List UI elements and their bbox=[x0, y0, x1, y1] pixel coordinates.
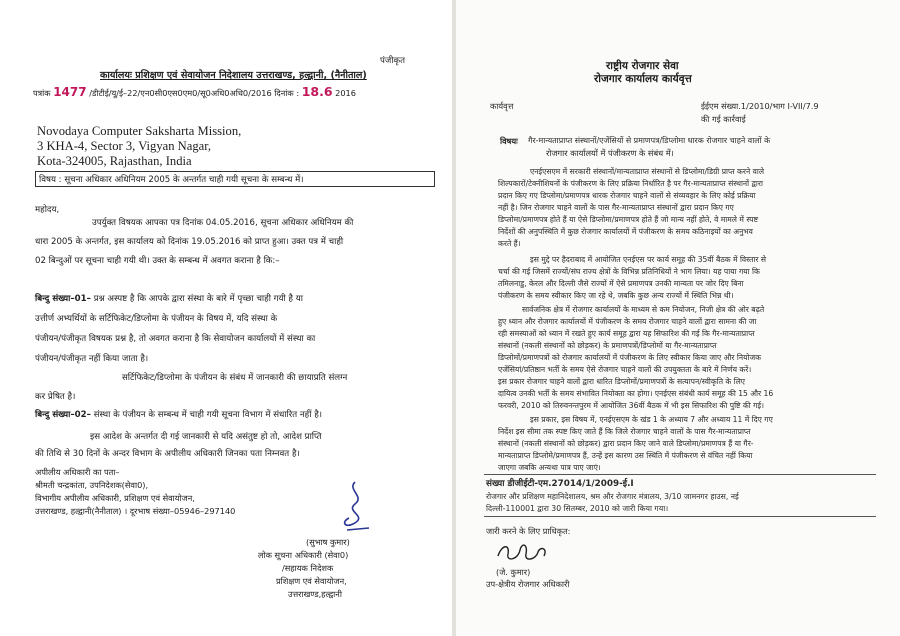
action-taken-label: की गई कार्रवाई bbox=[701, 114, 746, 124]
para1-line-2: शिल्पकारों/टेक्नीशियनों के पंजीकरण के लिए प्रक्रिया निर्धारित है पर गैर-मान्यताप्राप्त संस्थानों द्वारा bbox=[498, 179, 763, 188]
ref-number-handwritten: 1477 bbox=[53, 85, 87, 99]
signature-subhash-kumar bbox=[325, 478, 385, 538]
para3-line-7: इस प्रकार रोजगार चाहने वालों द्वारा धारित डिप्लोमों/प्रमाणपत्रों के सत्यापन/स्वीकृति के लिए bbox=[498, 377, 745, 386]
point1-line-4: पंजीयन/पंजीकृत नहीं किया जाता है। bbox=[35, 354, 149, 364]
point1-text-1: प्रश्न अस्पष्ट है कि आपके द्वारा संस्था के बारे में पृच्छा चाही गयी है या bbox=[93, 294, 303, 304]
para2-line-2: चर्चा की गई जिसमें राज्यों/संघ राज्य क्षेत्रों के विभिन्न प्रतिनिधियों ने भाग लिया। यह पाया गया कि bbox=[498, 267, 760, 276]
para1-line-5: डिप्लोमा/प्रमाणपत्र होते हैं या ऐसे डिप्लोमा/प्रमाणपत्र होते हैं जो मान्य नहीं होते, वे मामले में स्पष्ट bbox=[498, 215, 759, 224]
address-line-3: Kota-324005, Rajasthan, India bbox=[37, 154, 192, 168]
para3-line-8: दायित्व उनकी भर्ती के समय संभावित नियोक्ता का होगा। एनईएस संबंधी कार्य समूह की 15 और 16 bbox=[498, 389, 774, 398]
ref-body: /डीटीई/यू/ई–22/एन0सी0एस0एम0/सू0अधि0अधि0/2016 दिनांक : bbox=[89, 88, 300, 98]
para4-line-3: संस्थानों (नकली संस्थानों को छोड़कर) द्वारा प्रदान किए जाने वाले डिप्लोमा/प्रमाणपत्र हैं या गैर- bbox=[498, 439, 754, 448]
signature-j-kumar bbox=[492, 538, 554, 568]
point1-label: बिन्दु संख्या–01– bbox=[35, 294, 91, 304]
salutation: महोदय, bbox=[35, 205, 60, 215]
para3-line-3: रही समस्याओं को ध्यान में रखते हुए कार्य समूह द्वारा यह सिफारिश की गई कि गैर-मान्यताप्राप्त bbox=[498, 329, 755, 338]
para3-line-5: डिप्लोमों/प्रमाणपत्रों को रोजगार कार्यालयों में पंजीकरण के लिए स्वीकार किया जाए और नियोजक bbox=[498, 353, 761, 362]
signatory-name: (सुभाष कुमार) bbox=[306, 537, 350, 547]
subject-line-2: रोजगार कार्यालयों में पंजीकरण के संबंध में। bbox=[546, 148, 674, 158]
point1b-line-1: सर्टिफिकेट/डिप्लोमा के पंजीयन के संबंध में जानकारी की छायाप्रति संलग्न bbox=[122, 373, 348, 383]
point1-line-2: उत्तीर्ण अभ्यर्थियों के सर्टिफिकेट/डिप्लोमा के पंजीयन के विषय में, यदि संस्था के bbox=[35, 314, 278, 324]
order-number: संख्या डीजीईटी-एम.27014/1/2009-ई.I bbox=[486, 479, 634, 489]
para1-line-4: नहीं है। जिन रोजगार चाहने वालों के पास गैर-मान्यताप्राप्त संस्थानों द्वारा प्रदान किए गए bbox=[498, 203, 734, 212]
appellate-line-1: अपीलीय अधिकारी का पता– bbox=[35, 467, 120, 477]
address-line-1: Novodaya Computer Saksharta Mission, bbox=[37, 124, 242, 138]
ref-prefix: पत्रांक bbox=[33, 88, 51, 98]
point1-line-3: पंजीयन/पंजीकृत विषयक प्रश्न है, तो अवगत कराना है कि सेवायोजन कार्यालयों में संस्था का bbox=[35, 334, 316, 344]
para3-line-4: संस्थानों (नकली संस्थानों को छोड़कर) के प्रमाणपत्रों/डिप्लोमों या गैर-मान्यताप्राप्त bbox=[498, 341, 717, 350]
para2-line-3: तमिलनाडु, केरल और दिल्ली जैसे राज्यों में ऐसे प्रमाणपत्र उनकी मान्यता पर जोर दिए बिना bbox=[498, 279, 744, 288]
para4-line-1: इस प्रकार, इस विषय में, एनईएसएम के खंड 1 के अध्याय 7 और अध्याय 11 में दिए गए bbox=[530, 415, 773, 424]
para3-line-2: हुए ध्यान और रोजगार कार्यालयों में पंजीकरण के समय रोजगार चाहने वालों द्वारा सामना की जा bbox=[498, 317, 757, 326]
para3-line-1: सार्वजनिक क्षेत्र में रोजगार कार्यालयों के माध्यम से कम नियोजन, निजी क्षेत्र की ओर बढ़ते bbox=[522, 305, 765, 314]
registered-label: पंजीकृत bbox=[380, 56, 405, 66]
appellate-line-3: विभागीय अपीलीय अधिकारी, प्रशिक्षण एवं सेवायोजन, bbox=[35, 493, 195, 503]
signatory-dept: प्रशिक्षण एवं सेवायोजन, bbox=[276, 576, 347, 586]
employment-service-minutes bbox=[456, 0, 900, 636]
signer-title: उप-क्षेत्रीय रोजगार अधिकारी bbox=[486, 579, 570, 589]
para4-line-5: जाएगा जबकि अन्यथा पात्र पाए जाएं। bbox=[498, 463, 601, 472]
para1-line-3: 02 बिन्दुओं पर सूचना चाही गयी थी। उक्त के सम्बन्ध में अवगत कराना है कि:– bbox=[35, 256, 280, 266]
para1-line-6: निर्देशों की अनुपस्थिति में कुछ रोजगार कार्यालयों में पंजीकरण के समय कठिनाइयों का अनुभव bbox=[498, 227, 753, 236]
separator-rule bbox=[484, 474, 876, 475]
signer-name: (जे. कुमार) bbox=[496, 567, 531, 577]
point1b-line-2: कर प्रेषित है। bbox=[35, 392, 76, 402]
office-header: कार्यालयः प्रशिक्षण एवं सेवायोजन निदेशालय उत्तराखण्ड, हल्द्वानी, (नैनीताल) bbox=[100, 70, 367, 81]
address-line-2: 3 KHA-4, Sector 3, Vigyan Nagar, bbox=[37, 139, 212, 153]
issuer-line-2: दिल्ली-110001 द्वारा 30 सितम्बर, 2010 को जारी किया गया। bbox=[486, 504, 669, 513]
separator-rule-bottom bbox=[484, 516, 876, 517]
point2-text: संस्था के पंजीयन के सम्बन्ध में चाही गयी सूचना विभाग में संधारित नहीं है। bbox=[93, 410, 323, 420]
para1-line-7: करते हैं। bbox=[498, 239, 521, 248]
para3-line-9: फरवरी, 2010 को तिरुवनन्तपुरम में आयोजित 36वीं बैठक में भी इस सिफारिश की पुष्टि की गई। bbox=[498, 401, 764, 410]
para4-line-2: निर्देश इस सीमा तक स्पष्ट किए जाते हैं कि जिले रोजगार चाहने वालों के पास गैर-मान्यताप्राप्त bbox=[498, 427, 751, 436]
doc-title: राष्ट्रीय रोजगार सेवा bbox=[606, 60, 679, 72]
eem-reference: ईईएम संख्या.1/2010/भाग I-VII/7.9 bbox=[701, 101, 819, 111]
para1-line-3: प्रदान किए गए डिप्लोमा/प्रमाणपत्र धारक रोजगार चाहने वालों से संव्यवहार के लिए कोई प्रक्रिया bbox=[498, 191, 756, 200]
subject-text: विषय : सूचना अधिकार अधिनियम 2005 के अन्तर्गत चाही गयी सूचना के सम्बन्ध में। bbox=[39, 175, 304, 185]
para2-line-4: पंजीकरण के समय स्वीकार किए जा रहे थे, जबकि कुछ अन्य राज्यों में स्थिति भिन्न थी। bbox=[498, 291, 734, 300]
para4-line-4: मान्यताप्राप्त डिप्लोमे/प्रमाणपत्र हैं, उन्हें इस कारण उस स्थिति में पंजीकरण से वंचित नहीं किया bbox=[498, 451, 753, 460]
para3-line-6: एजेंसियां/प्रतिष्ठान भर्ती के समय ऐसे रोजगार चाहने वालों की उपयुक्तता के बारे में निर्णय करें। bbox=[498, 365, 752, 374]
para3-line-2: की तिथि से 30 दिनों के अन्दर विभाग के अपीलीय अधिकारी जिनका पता निम्नवत है। bbox=[35, 449, 300, 459]
date-handwritten: 18.6 bbox=[301, 84, 333, 99]
appellate-line-4: उत्तराखण्ड, हल्द्वानी(नैनीताल) । दूरभाष संख्या–05946–297140 bbox=[35, 506, 236, 516]
ref-year: 2016 bbox=[335, 88, 356, 98]
point1-line-1 bbox=[35, 293, 303, 305]
para2-line-1: इस मुद्दे पर हैदराबाद में आयोजित एनईएस पर कार्य समूह की 35वीं बैठक में विस्तार से bbox=[530, 255, 767, 264]
reference-line bbox=[33, 86, 356, 99]
attested-label: जारी करने के लिए प्राधिकृत: bbox=[486, 526, 571, 536]
subject-line-1: गैर-मान्यताप्राप्त संस्थानों/एजेंसियों से प्रमाणपत्र/डिप्लोमा धारक रोजगार चाहने वालों के bbox=[528, 136, 771, 145]
subject-label: विषयः bbox=[500, 136, 518, 146]
appellate-line-2: श्रीमती चन्द्रकांता, उपनिदेशक(सेवा0), bbox=[35, 480, 149, 490]
karyavritt-label: कार्यवृत्त bbox=[490, 101, 514, 111]
para1-line-2: धारा 2005 के अन्तर्गत, इस कार्यालय को दिनांक 19.05.2016 को प्राप्त हुआ। उक्त पत्र में चाही bbox=[35, 237, 344, 247]
para3-line-1: इस आदेश के अन्तर्गत दी गई जानकारी से यदि असंतुष्ट हो तो, आदेश प्राप्ति bbox=[90, 432, 322, 442]
signatory-place: उत्तराखण्ड,हल्द्वानी bbox=[288, 589, 342, 599]
point2-line bbox=[35, 409, 322, 421]
doc-subtitle: रोजगार कार्यालय कार्यवृत्त bbox=[594, 73, 692, 85]
signatory-role: /सहायक निदेशक bbox=[282, 563, 334, 573]
issuer-line-1: रोजगार और प्रशिक्षण महानिदेशालय, श्रम और रोजगार मंत्रालय, 3/10 जामनगर हाउस, नई bbox=[486, 492, 739, 501]
point2-label: बिन्दु संख्या–02– bbox=[35, 410, 91, 420]
para1-line-1: उपर्युक्त विषयक आपका पत्र दिनांक 04.05.2016, सूचना अधिकार अधिनियम की bbox=[92, 218, 354, 228]
para1-line-1: एनईएसएम में सरकारी संस्थानों/मान्यताप्राप्त संस्थानों से डिप्लोमा/डिग्री प्राप्त करने वाले bbox=[530, 167, 764, 176]
signatory-designation: लोक सूचना अधिकारी (सेवा0) bbox=[258, 550, 349, 560]
